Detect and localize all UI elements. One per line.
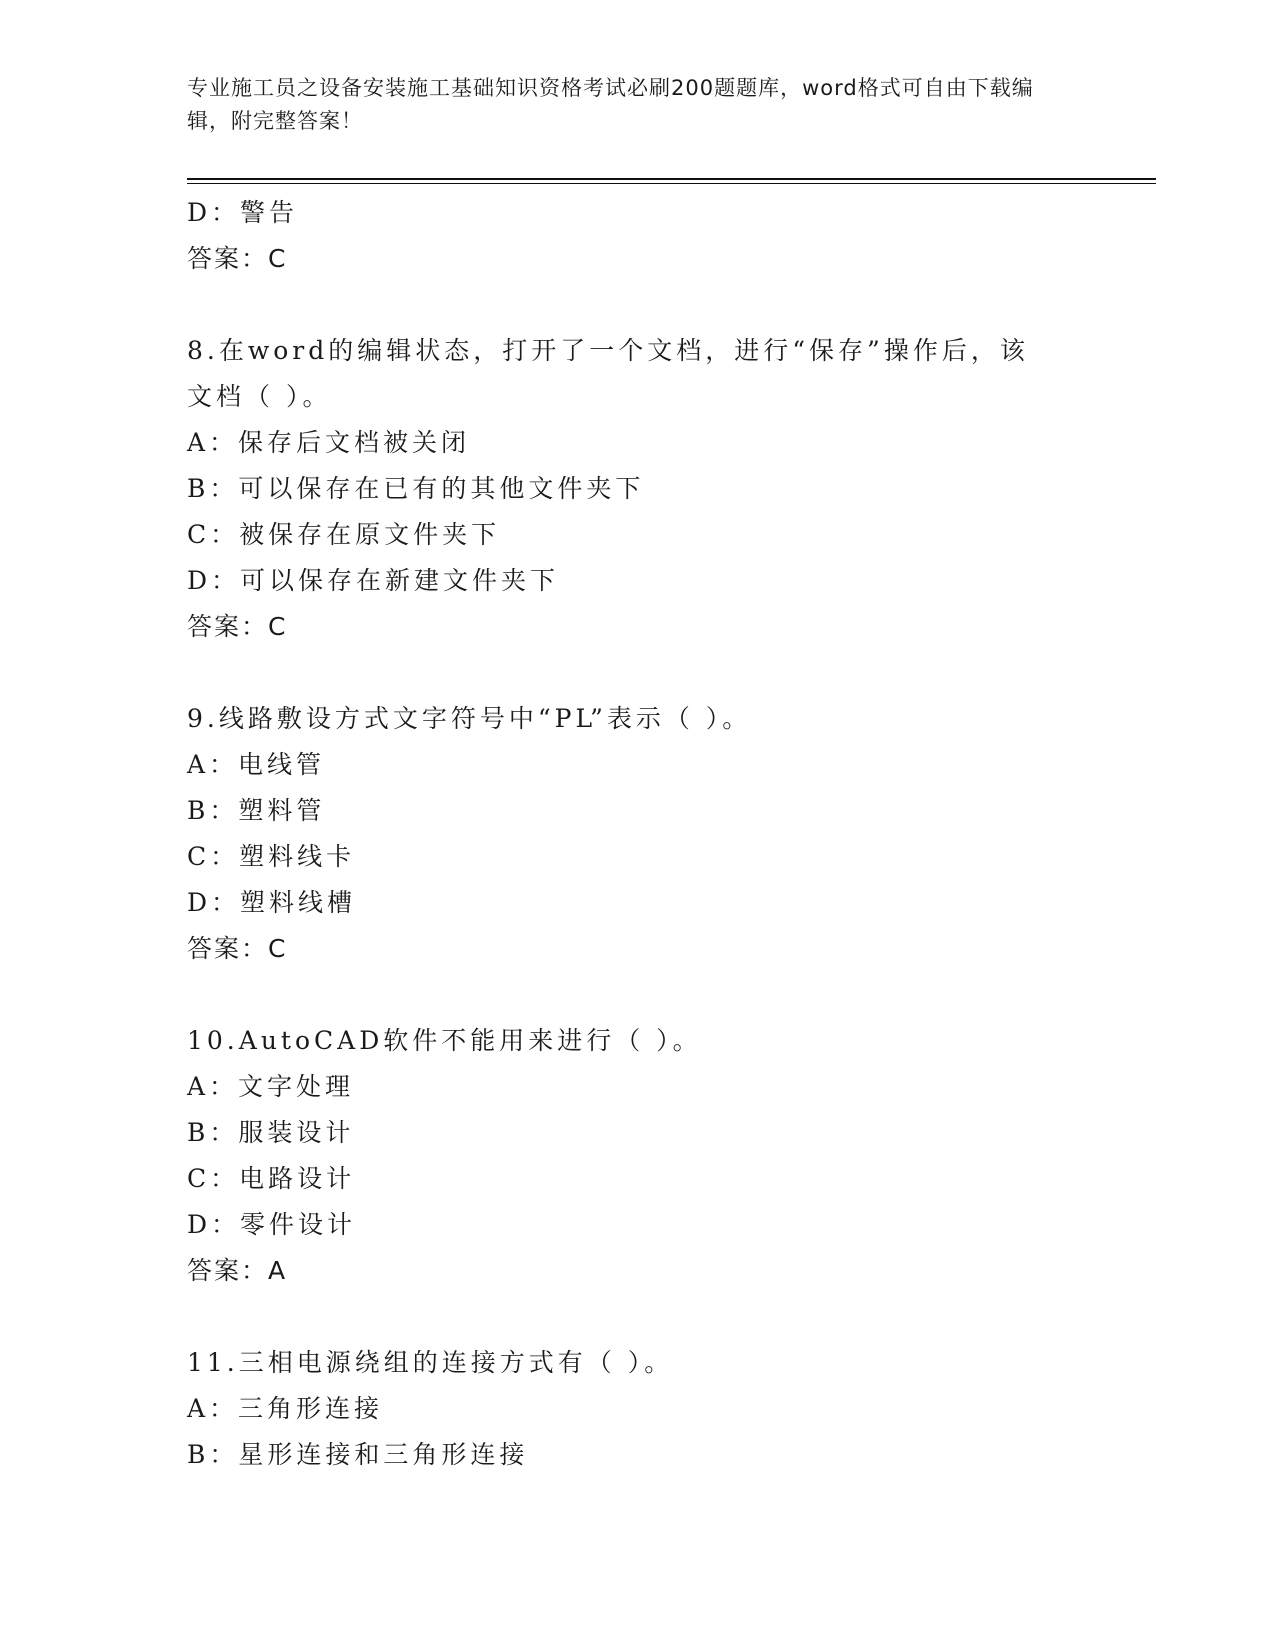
option-b: B：可以保存在已有的其他文件夹下 xyxy=(187,474,645,503)
option-a: A：三角形连接 xyxy=(187,1394,384,1423)
question-gap xyxy=(187,972,1087,1018)
question-stem: 8.在word的编辑状态，打开了一个文档，进行“保存”操作后，该文档（ ）。 xyxy=(187,336,1029,411)
option-d: D：警告 xyxy=(187,198,299,227)
option-c: C：电路设计 xyxy=(187,1164,356,1193)
option-c: C：塑料线卡 xyxy=(187,842,356,871)
page-header: 专业施工员之设备安装施工基础知识资格考试必刷200题题库，word格式可自由下载编辑，附完整答案！ xyxy=(187,76,1034,133)
header-divider-thin xyxy=(187,183,1156,184)
option-a: A：保存后文档被关闭 xyxy=(187,428,471,457)
option-d: D：零件设计 xyxy=(187,1210,357,1239)
question-11 xyxy=(187,1340,1087,1478)
question-gap xyxy=(187,282,1087,328)
question-10 xyxy=(187,1018,1087,1294)
option-b: B：星形连接和三角形连接 xyxy=(187,1440,529,1469)
answer-line: 答案：C xyxy=(187,934,288,963)
question-8 xyxy=(187,328,1087,650)
question-gap xyxy=(187,1294,1087,1340)
question-stem: 11.三相电源绕组的连接方式有（ ）。 xyxy=(187,1348,674,1377)
option-a: A：文字处理 xyxy=(187,1072,355,1101)
question-9 xyxy=(187,696,1087,972)
answer-line: 答案：C xyxy=(187,244,288,273)
option-d: D：可以保存在新建文件夹下 xyxy=(187,566,560,595)
option-b: B：塑料管 xyxy=(187,796,326,825)
answer-line: 答案：C xyxy=(187,612,288,641)
question-stem: 9.线路敷设方式文字符号中“PL”表示（ ）。 xyxy=(187,704,752,733)
question-stem: 10.AutoCAD软件不能用来进行（ ）。 xyxy=(187,1026,702,1055)
header-divider-thick xyxy=(187,178,1156,180)
option-a: A：电线管 xyxy=(187,750,326,779)
option-c: C：被保存在原文件夹下 xyxy=(187,520,501,549)
question-list xyxy=(187,190,1087,1478)
option-b: B：服装设计 xyxy=(187,1118,355,1147)
answer-line: 答案：A xyxy=(187,1256,288,1285)
question-gap xyxy=(187,650,1087,696)
option-d: D：塑料线槽 xyxy=(187,888,357,917)
